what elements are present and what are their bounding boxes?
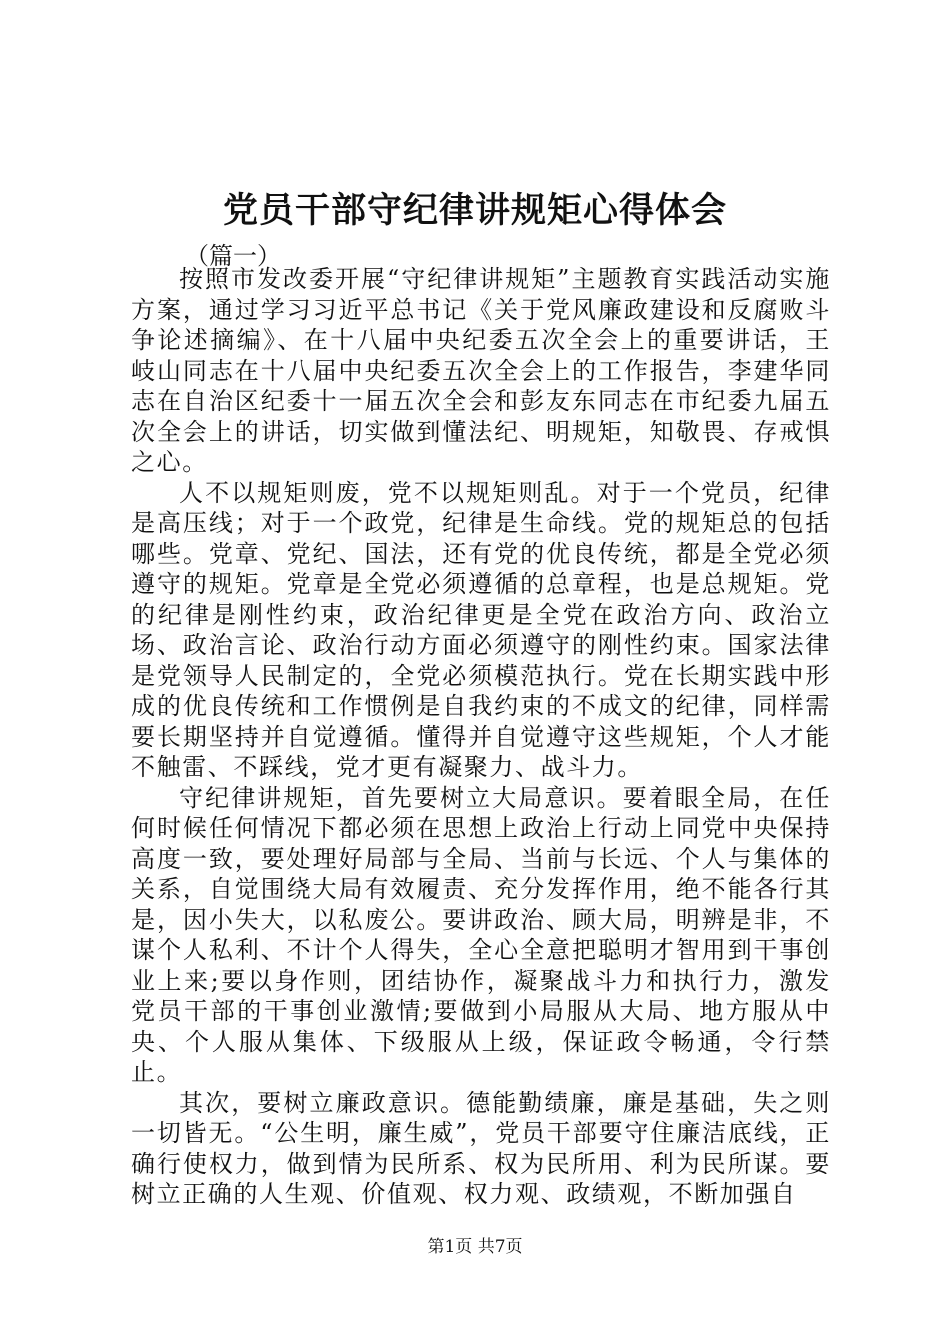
page-footer: 第1页 共7页 [427, 1237, 523, 1257]
paragraph-1: 按照市发改委开展“守纪律讲规矩”主题教育实践活动实施方案，通过学习习近平总书记《关于党风廉政建设和反腐败斗争论述摘编》、在十八届中央纪委五次全会上的重要讲话，王岐山同志在十八届中央纪委五次全会上的工作报告，李建华同志在自治区纪委十一届五次全会和彭友东同志在市纪委九届五次全会上的讲话，切实做到懂法纪、明规矩，知敬畏、存戒惧之心。 [131, 265, 831, 476]
paragraph-2: 人不以规矩则废，党不以规矩则乱。对于一个党员，纪律是高压线；对于一个政党，纪律是生命线。党的规矩总的包括哪些。党章、党纪、国法，还有党的优良传统，都是全党必须遵守的规矩。党章是全党必须遵循的总章程，也是总规矩。党的纪律是刚性约束，政治纪律更是全党在政治方向、政治立场、政治言论、政治行动方面必须遵守的刚性约束。国家法律是党领导人民制定的，全党必须模范执行。党在长期实践中形成的优良传统和工作惯例是自我约束的不成文的纪律，同样需要长期坚持并自觉遵循。懂得并自觉遵守这些规矩，个人才能不触雷、不踩线，党才更有凝聚力、战斗力。 [131, 478, 831, 781]
paragraph-4: 其次，要树立廉政意识。德能勤绩廉，廉是基础，失之则一切皆无。“公生明，廉生威”，党员干部要守住廉洁底线，正确行使权力，做到情为民所系、权为民所用、利为民所谋。要树立正确的人生观、价值观、权力观、政绩观，不断加强自 [131, 1088, 831, 1208]
paragraph-3: 守纪律讲规矩，首先要树立大局意识。要着眼全局，在任何时候任何情况下都必须在思想上政治上行动上同党中央保持高度一致，要处理好局部与全局、当前与长远、个人与集体的关系，自觉围绕大局有效履责、充分发挥作用，绝不能各行其是，因小失大，以私废公。要讲政治、顾大局，明辨是非，不谋个人私利、不计个人得失，全心全意把聪明才智用到干事创业上来;要以身作则，团结协作，凝聚战斗力和执行力，激发党员干部的干事创业激情;要做到小局服从大局、地方服从中央、个人服从集体、下级服从上级，保证政令畅通，令行禁止。 [131, 783, 831, 1086]
section-subheading: （篇一） [185, 242, 281, 270]
document-title: 党员干部守纪律讲规矩心得体会 [222, 190, 727, 231]
document-body [131, 264, 831, 1210]
